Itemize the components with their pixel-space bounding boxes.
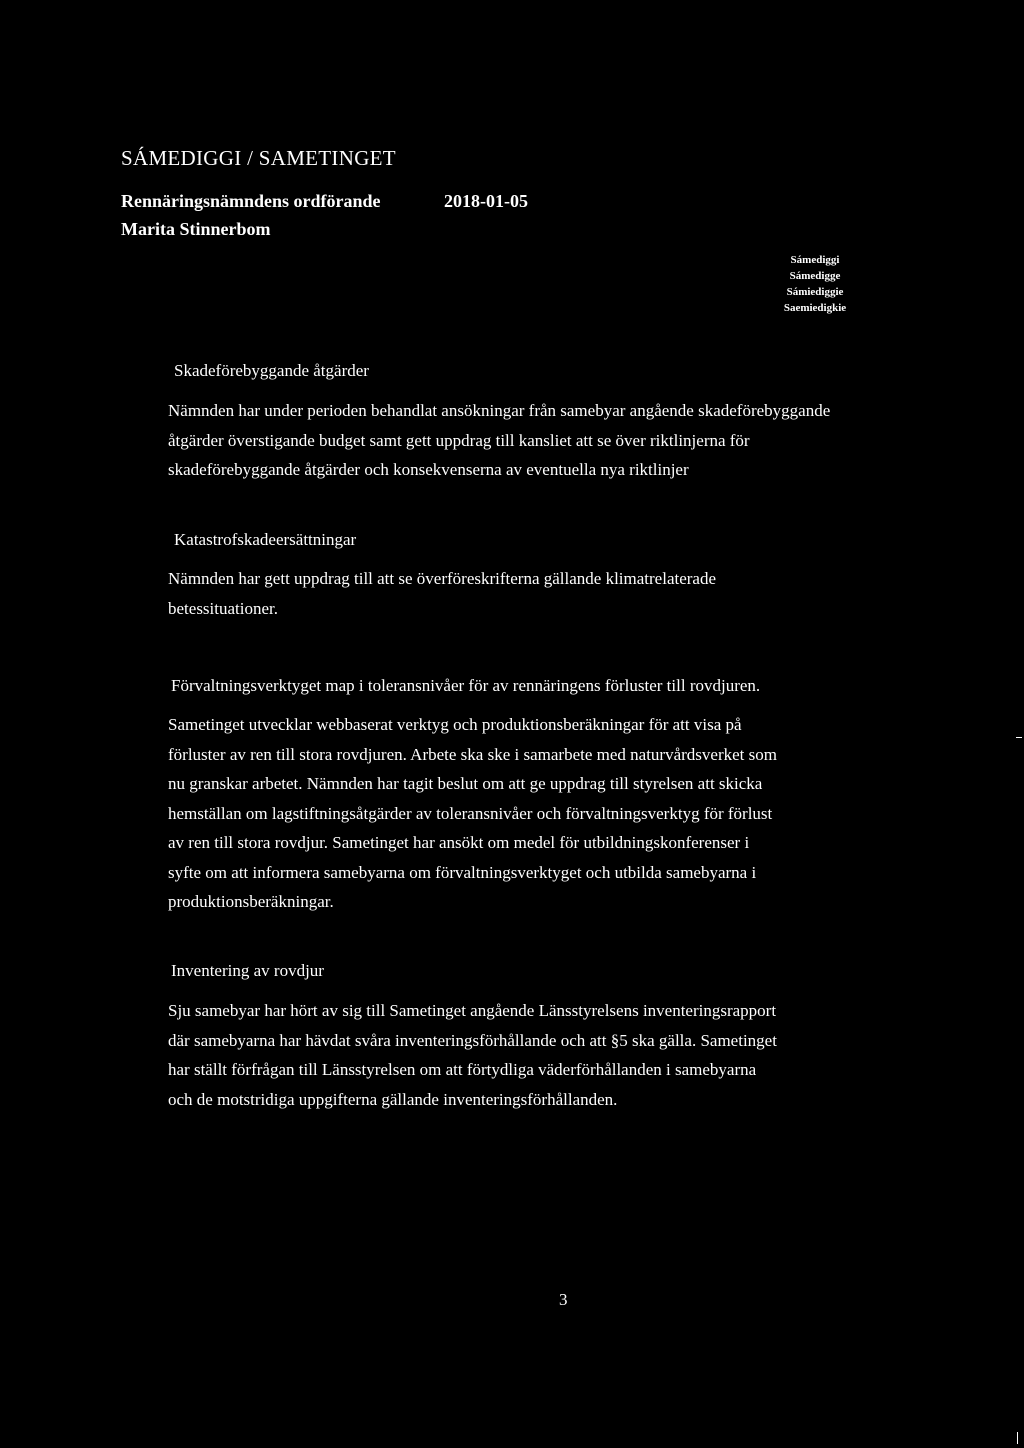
- logo-name-line: Sámediggi: [790, 254, 840, 266]
- paragraph-line: hemställan om lagstiftningsåtgärder av toleransnivåer och förvaltningsverktyg för förlust: [168, 803, 773, 823]
- paragraph-line: har ställt förfrågan till Länsstyrelsen om att förtydliga väderförhållanden i samebyarna: [168, 1060, 757, 1079]
- logo-name-block: [760, 252, 870, 316]
- logo-name-line: Saemiedigkie: [783, 302, 847, 314]
- paragraph-line: Sju samebyar har hört av sig till Sametinget angående Länsstyrelsens inventeringsrapport: [168, 1001, 777, 1020]
- section-heading: Skadeförebyggande åtgärder: [174, 361, 369, 380]
- section-heading: Inventering av rovdjur: [171, 961, 324, 980]
- paragraph-line: Nämnden har gett uppdrag till att se överföreskrifterna gällande klimatrelaterade: [168, 569, 717, 588]
- scan-edge-mark: [1016, 737, 1022, 738]
- sender-name: Marita Stinnerbom: [121, 219, 271, 239]
- paragraph-line: Nämnden har under perioden behandlat ansökningar från samebyar angående skadeförebyggande: [168, 401, 831, 420]
- paragraph-line: där samebyarna har hävdat svåra inventeringsförhållande och att §5 ska gälla. Sametinget: [168, 1030, 777, 1050]
- section-paragraph: [168, 396, 908, 485]
- paragraph-line: och de motstridiga uppgifterna gällande inventeringsförhållanden.: [168, 1089, 618, 1109]
- logo-name-line: Sámedigge: [789, 270, 841, 282]
- section-heading: Förvaltningsverktyget map i toleransnivåer för av rennäringens förluster till rovdjuren.: [171, 676, 761, 695]
- section-paragraph: [168, 710, 908, 917]
- paragraph-line: åtgärder överstigande budget samt gett uppdrag till kansliet att se över riktlinjerna för: [168, 430, 750, 450]
- paragraph-line: av ren till stora rovdjur. Sametinget har ansökt om medel för utbildningskonferenser i: [168, 833, 750, 852]
- section-paragraph: [168, 564, 908, 623]
- paragraph-line: syfte om att informera samebyarna om förvaltningsverktyget och utbilda samebyarna i: [168, 862, 757, 882]
- logo-name-line: Sámiediggie: [786, 286, 844, 298]
- paragraph-line: produktionsberäkningar.: [168, 892, 334, 911]
- scan-edge-mark: [1017, 1432, 1018, 1444]
- section-paragraph: [168, 996, 908, 1114]
- paragraph-line: betessituationer.: [168, 598, 279, 618]
- paragraph-line: skadeförebyggande åtgärder och konsekvenserna av eventuella nya riktlinjer: [168, 460, 689, 479]
- sender-role: Rennäringsnämndens ordförande: [121, 191, 381, 211]
- page-number: 3: [559, 1290, 568, 1309]
- paragraph-line: nu granskar arbetet. Nämnden har tagit beslut om att ge uppdrag till styrelsen att skicka: [168, 774, 763, 793]
- organization-title: SÁMEDIGGI / SAMETINGET: [121, 146, 396, 170]
- paragraph-line: Sametinget utvecklar webbaserat verktyg och produktionsberäkningar för att visa på: [168, 715, 742, 734]
- section-heading: Katastrofskadeersättningar: [174, 530, 357, 549]
- paragraph-line: förluster av ren till stora rovdjuren. Arbete ska ske i samarbete med naturvårdsverket som: [168, 744, 777, 764]
- letter-date: 2018-01-05: [444, 191, 528, 211]
